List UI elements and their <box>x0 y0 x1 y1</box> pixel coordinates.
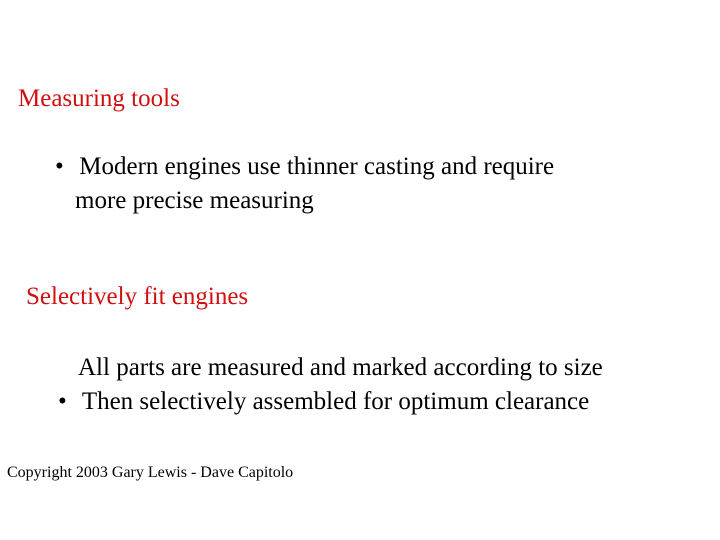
heading-selectively-fit: Selectively fit engines <box>26 283 249 310</box>
bullet-text: Then selectively assembled for optimum clearance <box>81 388 590 415</box>
heading-measuring-tools: Measuring tools <box>18 85 180 112</box>
bullet-selectively-assembled <box>58 385 589 419</box>
bullet-icon: • <box>58 388 67 415</box>
bullet-text: Modern engines use thinner casting and require <box>79 153 555 180</box>
text-all-parts: All parts are measured and marked according to size <box>78 354 603 381</box>
copyright-footer: Copyright 2003 Gary Lewis - Dave Capitolo <box>7 464 294 481</box>
bullet-icon: • <box>55 153 64 180</box>
bullet-continuation: more precise measuring <box>75 187 314 214</box>
bullet-modern-engines <box>55 150 554 184</box>
